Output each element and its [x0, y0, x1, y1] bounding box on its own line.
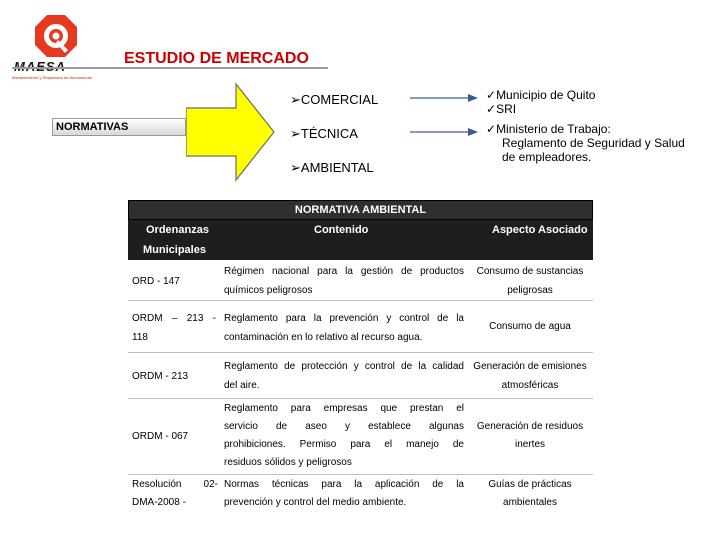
table-row-3-ord: ORDM - 213 — [132, 371, 189, 382]
table-row-4-content: Reglamento para empresas que prestan el — [224, 403, 464, 414]
item-comercial — [290, 92, 378, 108]
list-item: ✓Municipio de Quito — [486, 88, 596, 102]
row-divider — [128, 300, 593, 301]
check-icon: ✓ — [486, 88, 497, 102]
col-header-contenido: Contenido — [314, 224, 369, 236]
page-title: ESTUDIO DE MERCADO — [124, 50, 309, 67]
table-row-4-content-4: residuos sólidos y peligrosos — [224, 457, 352, 468]
table-row-4-content-2: servicio de aseo y establece algunas — [224, 421, 464, 432]
arrow-bullet-icon: ➢ — [290, 160, 301, 175]
arrow-bullet-icon: ➢ — [290, 92, 301, 107]
table-row-2-content: Reglamento para la prevención y control de la — [224, 313, 464, 324]
table-row-5-aspect-2: ambientales — [503, 497, 557, 508]
logo-icon — [34, 14, 78, 58]
logo — [34, 14, 78, 58]
table-row-5-content: Normas técnicas para la aplicación de la — [224, 479, 464, 490]
table-title: NORMATIVA AMBIENTAL — [294, 204, 427, 216]
row-divider — [128, 474, 593, 475]
table-row-2-aspect: Consumo de agua — [489, 321, 571, 332]
item-label: AMBIENTAL — [300, 160, 374, 175]
check-icon: ✓ — [486, 102, 497, 116]
connector-arrow-icon — [408, 126, 480, 138]
table-row-3-aspect: Generación de emisiones — [473, 361, 587, 372]
table-row-4-aspect-2: inertes — [514, 439, 545, 450]
row-divider — [128, 352, 593, 353]
item-ambiental — [290, 160, 374, 176]
list-item-cont: de empleadores. — [502, 150, 592, 164]
right-mid-list — [486, 122, 685, 164]
table-row-1-content-2: químicos peligrosos — [224, 285, 313, 296]
item-label: COMERCIAL — [300, 92, 379, 107]
right-top-list — [486, 88, 595, 116]
check-icon: ✓ — [486, 122, 497, 136]
item-tecnica — [290, 126, 358, 142]
list-item-cont: Reglamento de Seguridad y Salud — [502, 136, 685, 150]
table-row-4-ord: ORDM - 067 — [132, 431, 189, 442]
table-row-1-content: Régimen nacional para la gestión de productos — [224, 266, 464, 277]
table-row-1-aspect: Consumo de sustancias — [476, 266, 584, 277]
table-row-5-ord: Resolución 02- — [132, 479, 218, 490]
col-header-ordenanzas: Ordenanzas — [146, 224, 209, 236]
item-label: TÉCNICA — [300, 126, 358, 141]
big-arrow-icon — [186, 82, 276, 182]
table-row-3-content: Reglamento de protección y control de la calidad — [224, 361, 464, 372]
title-underline — [12, 67, 328, 69]
table-row-5-aspect: Guías de prácticas — [488, 479, 572, 490]
table-title-bar — [128, 200, 593, 220]
table-row-3-aspect-2: atmosféricas — [501, 380, 559, 391]
table-row-4-aspect: Generación de residuos — [476, 421, 584, 432]
row-divider — [128, 398, 593, 399]
table-row-4-content-3: prohibiciones. Permiso para el manejo de — [224, 439, 464, 450]
normativas-box: NORMATIVAS — [52, 118, 186, 136]
table-row-5-ord-2: DMA-2008 - — [132, 497, 186, 508]
col-header-municipales: Municipales — [143, 244, 206, 256]
list-item: ✓Ministerio de Trabajo: — [486, 122, 611, 136]
table-row-1-aspect-2: peligrosas — [507, 285, 553, 296]
table-row-2-content-2: contaminación en lo relativo al recurso agua. — [224, 332, 423, 343]
table-row-2-ord-2: 118 — [132, 332, 148, 343]
connector-arrow-icon — [408, 92, 480, 104]
arrow-bullet-icon: ➢ — [290, 126, 301, 141]
logo-subtitle: Mantenimiento y Reparación de Automotores — [12, 75, 93, 80]
table-row-1-ord: ORD - 147 — [132, 276, 180, 287]
col-header-aspecto: Aspecto Asociado — [492, 224, 588, 236]
table-row-2-ord: ORDM – 213 - — [132, 313, 216, 324]
table-row-3-content-2: del aire. — [224, 380, 260, 391]
table-row-5-content-2: prevención y control del medio ambiente. — [224, 497, 407, 508]
list-item: ✓SRI — [486, 102, 517, 116]
